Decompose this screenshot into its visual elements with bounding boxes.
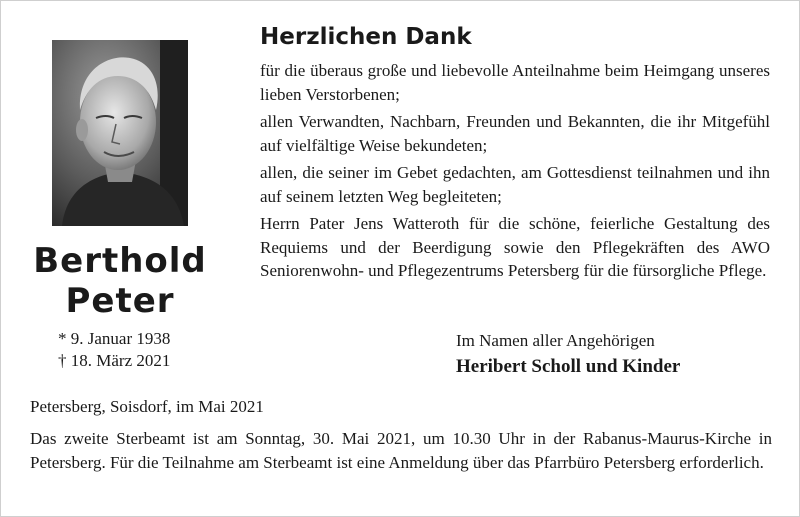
signature-name: Heribert Scholl und Kinder <box>456 356 681 377</box>
deceased-last-name: Peter <box>65 281 175 321</box>
thanks-paragraph: allen, die seiner im Gebet gedachten, am Gottesdienst teilnahmen und ihn auf seinem letzten Weg begleiteten; <box>260 163 770 206</box>
deceased-first-name: Berthold <box>33 241 207 281</box>
thanks-paragraph: für die überaus große und liebevolle Anteilnahme beim Heimgang unseres lieben Verstorbenen; <box>260 61 770 104</box>
portrait-photo <box>52 40 188 226</box>
thanks-paragraph: Herrn Pater Jens Watteroth für die schöne, feierliche Gestaltung des Requiems und der Beerdigung sowie den Pflegekräften des AWO Seniorenwohn- und Pflegezentrums Petersberg für die fürsorgliche Pflege. <box>260 214 770 280</box>
portrait-image <box>52 40 188 226</box>
thanks-text <box>260 59 770 287</box>
place-date: Petersberg, Soisdorf, im Mai 2021 <box>30 397 264 416</box>
thanks-paragraph: allen Verwandten, Nachbarn, Freunden und Bekannten, die ihr Mitgefühl auf vielfältige Weise bekundeten; <box>260 112 770 155</box>
thanks-heading: Herzlichen Dank <box>260 24 472 50</box>
life-dates <box>58 328 170 372</box>
mass-notice: Das zweite Sterbeamt ist am Sonntag, 30. Mai 2021, um 10.30 Uhr in der Rabanus-Maurus-Kirche in Petersberg. Für die Teilnahme am Sterbeamt ist eine Anmeldung über das Pfarrbüro Petersberg erforderlich. <box>30 429 772 472</box>
death-date: † 18. März 2021 <box>58 351 171 370</box>
signature-line: Im Namen aller Angehörigen <box>456 331 655 350</box>
birth-date: * 9. Januar 1938 <box>58 329 171 348</box>
